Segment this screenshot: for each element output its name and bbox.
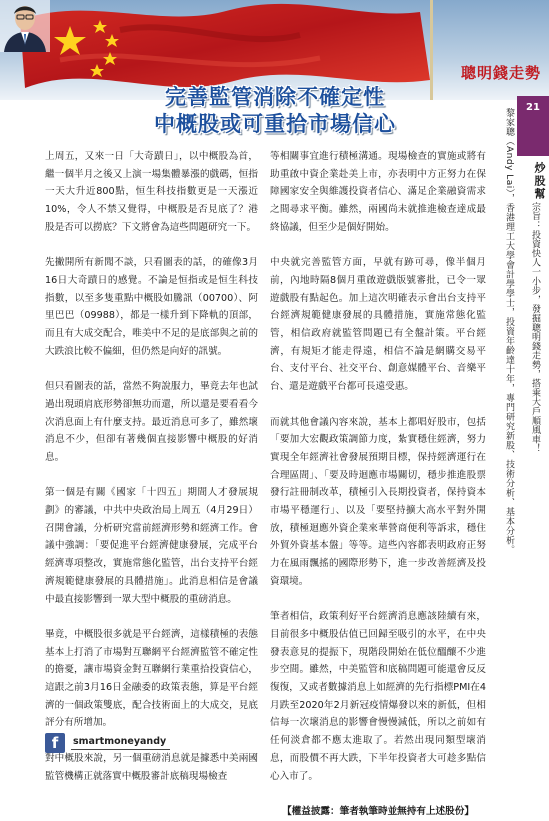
paragraph: 對中概股來說，另一個重磅消息就是據悉中美兩國監管機構正就落實中概股審計底稿現場檢查 bbox=[45, 752, 258, 782]
paragraph: 上周五，又來一日「大奇蹟日」，以中概股為首，繼一個半月之後又上演一場集體暴漲的戲碼，恒指一天大升近800點，恒生科技指數更是一天漲近10%，令人不禁又覺得，中概股是否見底了？港股是否可以撈底？下文將會為這些問題研究一下。 bbox=[45, 151, 258, 233]
article-column-left bbox=[45, 148, 258, 785]
article-column-right bbox=[270, 148, 486, 821]
title-line-1: 完善監管消除不確定性 bbox=[165, 85, 385, 109]
disclaimer: 【權益披露：筆者執筆時並無持有上述股份】 bbox=[282, 805, 474, 817]
author-bio: 黎家聰（Andy Lai），香港理工大學會計學學士，投資年齡達十年，專門研究新股、技術分析、基本分析。 bbox=[504, 108, 514, 555]
article-title bbox=[100, 84, 450, 138]
column-description: 宗旨：投資快人一小步，發掘聰明錢走勢，搭乘大戶順風車！ bbox=[530, 202, 540, 454]
paragraph: 而就其他會議內容來說，基本上都唱好股市，包括「要加大宏觀政策調節力度，紮實穩住經濟，努力實現全年經濟社會發展預期目標，保持經濟運行在合理區間」、「要及時迴應市場關切，穩步推進股票發行註冊制改革，積極引入長期投資者，保持資本市場平穩運行」、以及「要堅持擴大高水平對外開放，積極迴應外資企業來華營商便利等訴求，穩住外貿外資基本盤」等等。這些內容都表明政府正努力在風雨飄搖的國際形勢下，進一步改善經濟及投資環境。 bbox=[270, 416, 486, 587]
social-handle[interactable]: smartmoneyandy bbox=[71, 736, 170, 750]
facebook-icon[interactable]: f bbox=[45, 733, 65, 753]
paragraph: 先撇開所有新聞不談，只看圖表的話，的確像3月16日大奇蹟日的感覺。不論是恒指或是恒生科技指數，以至多隻重點中概股如騰訊（00700）、阿里巴巴（09988），都是一樣升到下降軌的頂部，而且有大成交配合，唯美中不足的是底部與之前的大跌浪比較不偏細，但仍然是向好的訊號。 bbox=[45, 257, 258, 357]
section-title: 炒股幫 bbox=[533, 162, 546, 201]
title-line-2: 中概股或可重拾市場信心 bbox=[154, 112, 396, 136]
paragraph: 但只看圖表的話，當然不夠說服力，畢竟去年也試過出現頭肩底形勢卻無功而還，所以還是要看看今次消息面上有什麼支持。最近消息可多了，雖然壞消息不少，但卻有著幾個直接影響中概股的好消息。 bbox=[45, 381, 258, 463]
footer bbox=[45, 732, 170, 754]
paragraph: 筆者相信，政策利好平台經濟消息應該陸續有來，目前很多中概股估值已回歸至吸引的水平，在中央發表意見的提振下，現階段開始在低位醞釀不少進步空間。雖然，中美監管和底稿問題可能還會反反復復，又或者數據消息上如經濟的先行指標PMI在4月跌至2020年2月新冠疫情爆發以來的新低，但相信每一次壞消息的影響會慢慢減低，所以之前如有任何淡倉都不應太進取了。若然出現同類型壞消息，而股價不再大跌，下半年投資者大可趁多點信心入市了。 bbox=[270, 611, 486, 782]
paragraph: 畢竟，中概股很多就是平台經濟，這樣積極的表態基本上打消了市場對互聯網平台經濟監管不確定性的擔憂，讓市場資金對互聯網行業重拾投資信心，這跟之前3月16日金融委的政策表態，算是平台經濟的一個政策雙底，配合技術面上的大成交，見底評分有所增加。 bbox=[45, 628, 258, 729]
author-avatar bbox=[0, 0, 50, 52]
paragraph: 中央就完善監管方面，早就有跡可尋，像半個月前，內地時隔8個月重啟遊戲版號審批，已令一眾遊戲股有點起色。加上這次明確表示會出台支持平台經濟規範健康發展的具體措施，實施常態化監管，相信政府就監管問題已有全盤計策。平台經濟，有規矩才能走得遠，相信不論是網購交易平台、支付平台、社交平台、創意媒體平台、音樂平台、還是遊戲平台都可長遠受惠。 bbox=[270, 257, 486, 393]
paragraph: 第一個是有關《國家「十四五」期間人才發展規劃》的審議，中共中央政治局上周五（4月29日）召開會議，分析研究當前經濟形勢和經濟工作。會議中強調：「要促進平台經濟健康發展，完成平台經濟專項整改，實施常態化監管，出台支持平台經濟規範健康發展的具體措施」。此消息相信是會議中最直接影響到一眾大型中概股的重磅消息。 bbox=[45, 487, 258, 605]
paragraph: 等相關事宜進行積極溝通。現場檢查的實施或將有助重啟中資企業赴美上市，亦表明中方正努力在保障國家安全與維護投資者信心、滿足企業融資需求之間尋求平衡。雖然，兩國尚未就推進檢查達成最終協議，但至少是個好開始。 bbox=[270, 151, 486, 233]
sidebar-strip bbox=[497, 96, 549, 768]
brand-name: 聰明錢走勢 bbox=[460, 64, 541, 82]
page-number: 21 bbox=[526, 102, 540, 113]
